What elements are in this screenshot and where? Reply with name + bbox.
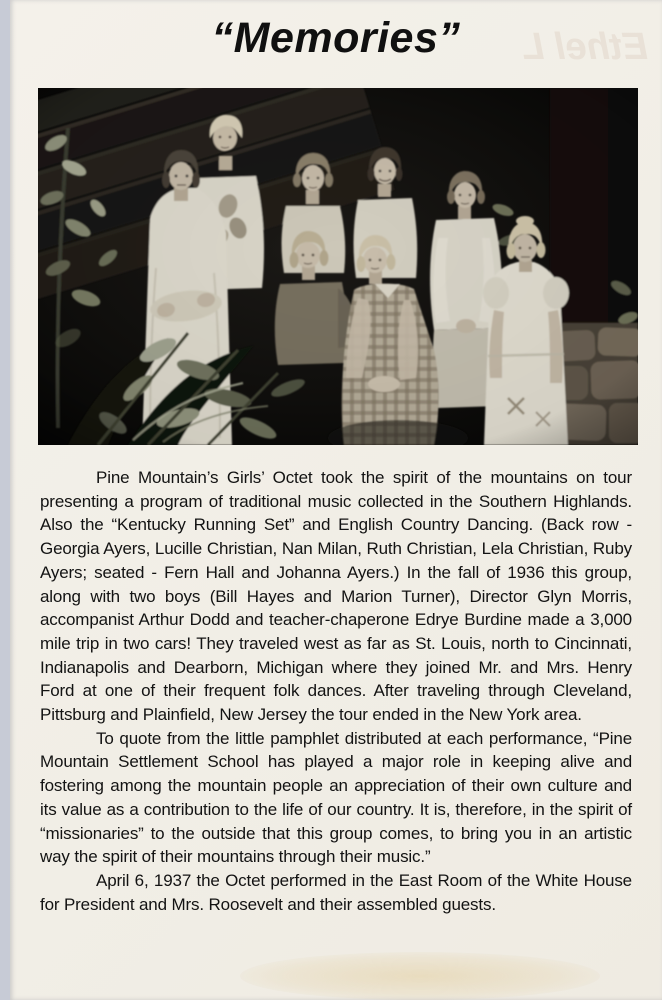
body-text (40, 466, 632, 916)
octet-photo (38, 88, 638, 445)
paragraph-pamphlet-quote: To quote from the little pamphlet distributed at each performance, “Pine Mountain Settlement School has played a major role in keeping alive and fostering among the mountain people an appreciation of their own culture and its value as a contribution to the life of our country. It is, therefore, in the spirit of “missionaries” to the outside that this group comes, to bring you in an artistic way the spirit of their mountains through their music.” (40, 728, 632, 867)
paragraph-white-house: April 6, 1937 the Octet performed in the East Room of the White House for President and Mrs. Roosevelt and their assembled guests. (40, 870, 632, 914)
paper-stain (240, 952, 600, 1000)
octet-photo-illustration (38, 88, 638, 445)
paragraph-octet-tour: Pine Mountain’s Girls’ Octet took the spirit of the mountains on tour presenting a program of traditional music collected in the Southern Highlands. Also the “Kentucky Running Set” and English Country Dancing. (Back row - Georgia Ayers, Lucille Christian, Nan Milan, Ruth Christian, Lela Christian, Ruby Ayers; seated - Fern Hall and Johanna Ayers.) In the fall of 1936 this group, along with two boys (Bill Hayes and Marion Turner), Director Glyn Morris, accompanist Arthur Dodd and teacher-chaperone Edrye Burdine made a 3,000 mile trip in two cars! They traveled west as far as St. Louis, north to Cincinnati, Indianapolis and Dearborn, Michigan where they joined Mr. and Mrs. Henry Ford at one of their frequent folk dances. After traveling through Cleveland, Pittsburg and Plainfield, New Jersey the tour ended in the New York area. (40, 468, 632, 725)
scanned-page (10, 0, 662, 1000)
page-title: “Memories” (211, 14, 461, 62)
bleed-through-text: Ethel L (521, 26, 648, 68)
